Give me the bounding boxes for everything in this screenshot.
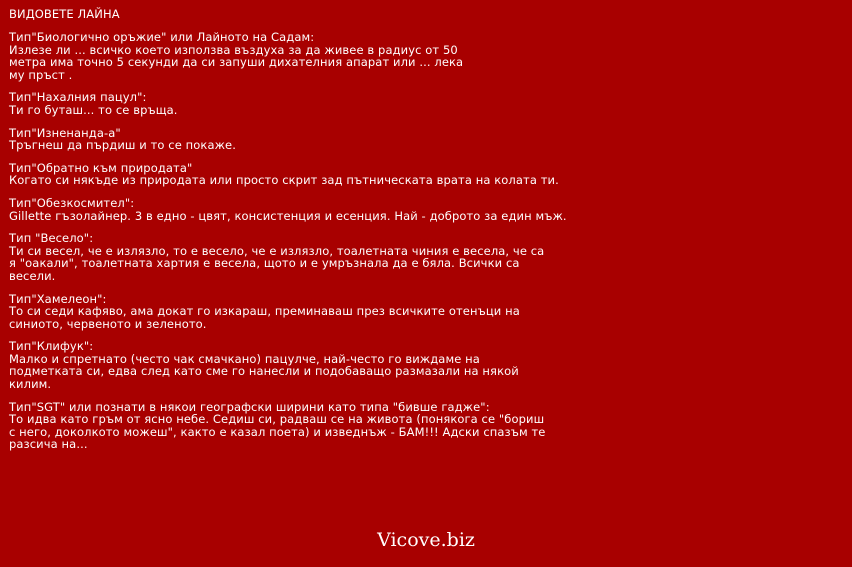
entry-heading: Тип"Нахалния пацул": — [9, 90, 147, 105]
list-item — [9, 401, 845, 451]
entry-heading: Тип"Обезкосмител": — [9, 195, 135, 210]
list-item — [9, 162, 845, 187]
list-item — [9, 127, 845, 152]
site-watermark: Vicove.biz — [377, 529, 475, 551]
entry-heading: Тип"SGT" или познати в някои географски ширини като типа "бивше гадже": — [9, 399, 490, 414]
entry-heading: Тип"Хамелеон": — [9, 291, 107, 306]
list-item — [9, 232, 845, 282]
entry-description: Ти си весел, че е излязло, то е весело, че е излязло, тоалетната чиния е весела, че са я "оакали", тоалетната хартия е весела, щото и е умръзнала да е бяла. Всички са весели. — [9, 243, 545, 283]
article — [9, 6, 845, 461]
page-title: ВИДОВЕТЕ ЛАЙНА — [9, 7, 120, 21]
list-item — [9, 31, 845, 81]
entry-description: Излезе ли ... всичко което използва въздуха за да живее в радиус от 50 метра има точно 5 секунди да си запуши дихателния апарат или ... лека му пръст . — [9, 42, 464, 82]
list-item — [9, 197, 845, 222]
list-item — [9, 293, 845, 331]
entry-heading: Тип"Биологично оръжие" или Лайното на Садам: — [9, 30, 315, 44]
entry-description: То си седи кафяво, ама докат го изкараш, преминаваш през всичките отенъци на синиото, червеното и зеленото. — [9, 304, 520, 331]
entry-description: Ти го буташ... то се връща. — [9, 102, 178, 117]
entry-list — [9, 31, 845, 451]
entry-description: Малко и спретнато (често чак смачкано) пацулче, най-често го виждаме на подметката си, едва след като сме го нанесли и подобаващо размазали на някой килим. — [9, 351, 519, 392]
list-item — [9, 340, 845, 390]
entry-description: Тръгнеш да пърдиш и то се покаже. — [9, 138, 236, 153]
entry-description: Gillette гъзолайнер. 3 в едно - цвят, консистенция и есенция. Най - доброто за един мъж. — [9, 208, 567, 223]
entry-description: Когато си някъде из природата или просто скрит зад пътническата врата на колата ти. — [9, 173, 559, 188]
entry-description: То идва като гръм от ясно небе. Седиш си, радваш се на живота (понякога се "бориш с него, доколкото можеш", както е казал поета) и изведнъж - БАМ!!! Адски спазъм те разсича на... — [9, 412, 546, 452]
entry-heading: Тип"Клифук": — [9, 339, 94, 354]
entry-heading: Тип"Обратно към природата" — [9, 160, 193, 175]
entry-heading: Тип"Изненанда-а" — [9, 125, 121, 140]
entry-heading: Тип "Весело": — [9, 231, 94, 246]
list-item — [9, 91, 845, 116]
